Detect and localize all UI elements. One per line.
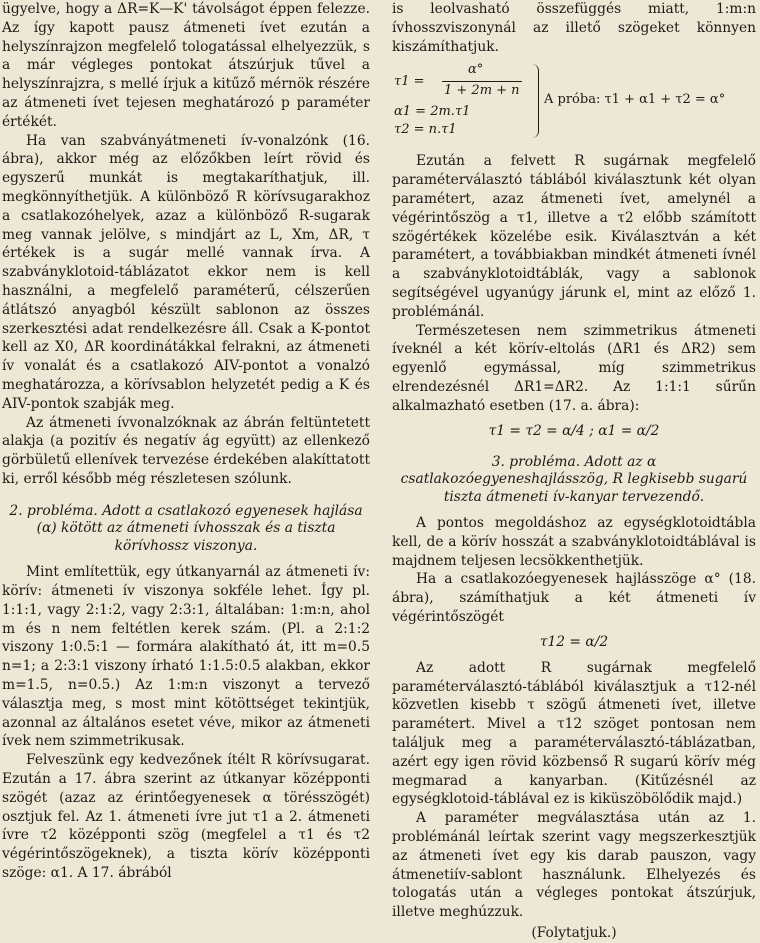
paragraph: A paraméter megválasztása után az 1. problémánál leírtak szerint vagy megszerkesztjük az átmeneti ívet egy kis darab pauszon, vagy átmenetiív-sablont használunk. Elhelyezés és tologatás után a végleges pontokat átszúrjuk, illetve meghúzzuk. xyxy=(392,810,756,921)
equation-denominator: 1 + 2m + n xyxy=(444,83,520,99)
paragraph: Ha van szabványátmeneti ív-vonalzónk (16. ábra), akkor még az előzőkben leírt rövid és egyszerű munkát is megtakaríthatjuk, ill. megkönnyíthetjük. A különböző R körívsugarakhoz a csatlakozóhelyek, azaz a különböző R-sugarak meg vannak jelölve, s mindjárt az L, Xm, ΔR, τ értékek is a sugár mellé vannak írva. A szabványklotoid-táblázatot ekkor nem is kell használni, a megfelelő paraméterű, célszerűen átlátszó anyagból készült sablonon az összes szerkesztési adat rendelkezésre áll. Csak a K-pontot kell az X0, ΔR koordinátákkal felrakni, az átmeneti ív vonalát és a csatlakozó AIV-pontot a vonalzó meghatározza, a körívsablon helyzetét pedig a K és AIV-pontok szabják meg. xyxy=(2,132,370,412)
equation: τ2 = n.τ1 xyxy=(394,122,457,138)
equation-numerator: α° xyxy=(468,62,484,78)
problem-heading: 2. probléma. Adott a csatlakozó egyenesek hajlása (α) kötött az átmeneti ívhosszak és a tiszta körívhossz viszonya. xyxy=(9,502,363,554)
equation-block xyxy=(392,62,756,144)
paragraph: Ha a csatlakozóegyenesek hajlásszöge α° (18. ábra), számíthatjuk a két átmeneti ív végérintőszögét xyxy=(392,571,756,626)
continuation-note: (Folytatjuk.) xyxy=(531,924,617,941)
paragraph: A pontos megoldáshoz az egységklotoidtábla kell, de a körív hosszát a szabványklotoidtáblával is majdnem teljesen lecsökkenthetjük. xyxy=(392,515,756,569)
right-column xyxy=(392,0,756,943)
fraction-bar xyxy=(442,81,522,82)
paragraph: is leolvasható összefüggés miatt, 1:m:n ívhosszviszonynál az illető szögeket könnyen kiszámíthatjuk. xyxy=(392,1,756,55)
left-column xyxy=(2,0,370,883)
paragraph: Mint említettük, egy útkanyarnál az átmeneti ív: körív: átmeneti ív viszonya sokféle lehet. Így pl. 1:1:1, vagy 2:1:2, vagy 2:3:1, általában: 1:m:n, ahol m és n nem feltétlen kerek szám. (Pl. a 2:1:2 viszony 1:0.5:1 — formára alakítható át, itt m=0.5 n=1; a 2:3:1 viszony írható 1:1.5:0.5 alakban, ekkor m=1.5, n=0.5.) Az 1:m:n viszonyt a tervező választja meg, s most mint kötöttséget tekintjük, azonnal az általános esetet véve, mikor az átmeneti ívek nem szimmetrikusak. xyxy=(2,564,370,750)
paragraph: Az adott R sugárnak megfelelő paraméterválasztó-táblából kiválasztjuk a τ12-nél közvetlen kisebb τ szögű átmeneti ívet, illetve paramétert. Mivel a τ12 szöget pontosan nem találjuk meg a paraméterválasztó-táblázatban, azért egy igen rövid közbenső R sugarú körív még megmarad a kanyarban. (Kitűzésnél az egységklotoid-táblával ez is kiküszöbölődik majd.) xyxy=(392,659,756,808)
formula: τ12 = α/2 xyxy=(539,633,609,650)
problem-heading: 3. probléma. Adott az α csatlakozóegyeneshajlásszög, R legkisebb sugarú tiszta átmeneti ív-kanyar tervezendő. xyxy=(400,453,748,505)
equation-lhs: τ1 = xyxy=(394,74,425,90)
equation: α1 = 2m.τ1 xyxy=(394,104,471,120)
paragraph: Ezután a felvett R sugárnak megfelelő paraméterválasztó táblából kiválasztunk két olyan paramétert, azaz átmeneti ívet, amelynél a végérintőszög a τ1, illetve a τ2 előbb számított szögértékek közelébe esik. Kiválasztván a két paramétert, a továbbiakban mindkét átmeneti ívnél a szabványklotoidtáblák, vagy a sablonok segítségével ugyanúgy járunk el, mint az előző 1. problémánál. xyxy=(392,153,756,320)
check-equation: A próba: τ1 + α1 + τ2 = α° xyxy=(544,92,726,108)
paragraph: Az átmeneti ívvonalzóknak az ábrán feltüntetett alakja (a pozitív és negatív ág együtt) az ellenkező görbületű ellenívek tervezése érdekében alakíttatott ki, erről később még részletesen szólunk. xyxy=(2,414,370,487)
formula: τ1 = τ2 = α/4 ; α1 = α/2 xyxy=(488,422,660,439)
paragraph: Felveszünk egy kedvezőnek ítélt R körívsugarat. Ezután a 17. ábra szerint az útkanyar középponti szögét (azaz az érintőegyenesek α törésszögét) osztjuk fel. Az 1. átmeneti ívre jut τ1 a 2. átmeneti ívre τ2 középponti szög (megfelel a τ1 és τ2 végérintőszögeknek), a tiszta körív középponti szöge: α1. A 17. ábrából xyxy=(2,752,370,881)
brace xyxy=(532,64,539,138)
paragraph: Természetesen nem szimmetrikus átmeneti íveknél a két körív-eltolás (ΔR1 és ΔR2) sem egyenlő egymással, míg szimmetrikus elrendezésnél ΔR1=ΔR2. Az 1:1:1 sűrűn alkalmazható esetben (17. a. ábra): xyxy=(392,322,756,414)
paragraph: ügyelve, hogy a ΔR=K—K' távolságot éppen felezze. Az így kapott pausz átmeneti ívet ezután a helyszínrajzon megfelelő tologatással elhelyezzük, s a már végleges pontokat átszúrjuk tűvel a helyszínrajzra, s mellé írjuk a kitűző mérnök részére az átmeneti ívet tejesen meghatározó p paraméter értékét. xyxy=(2,1,370,130)
